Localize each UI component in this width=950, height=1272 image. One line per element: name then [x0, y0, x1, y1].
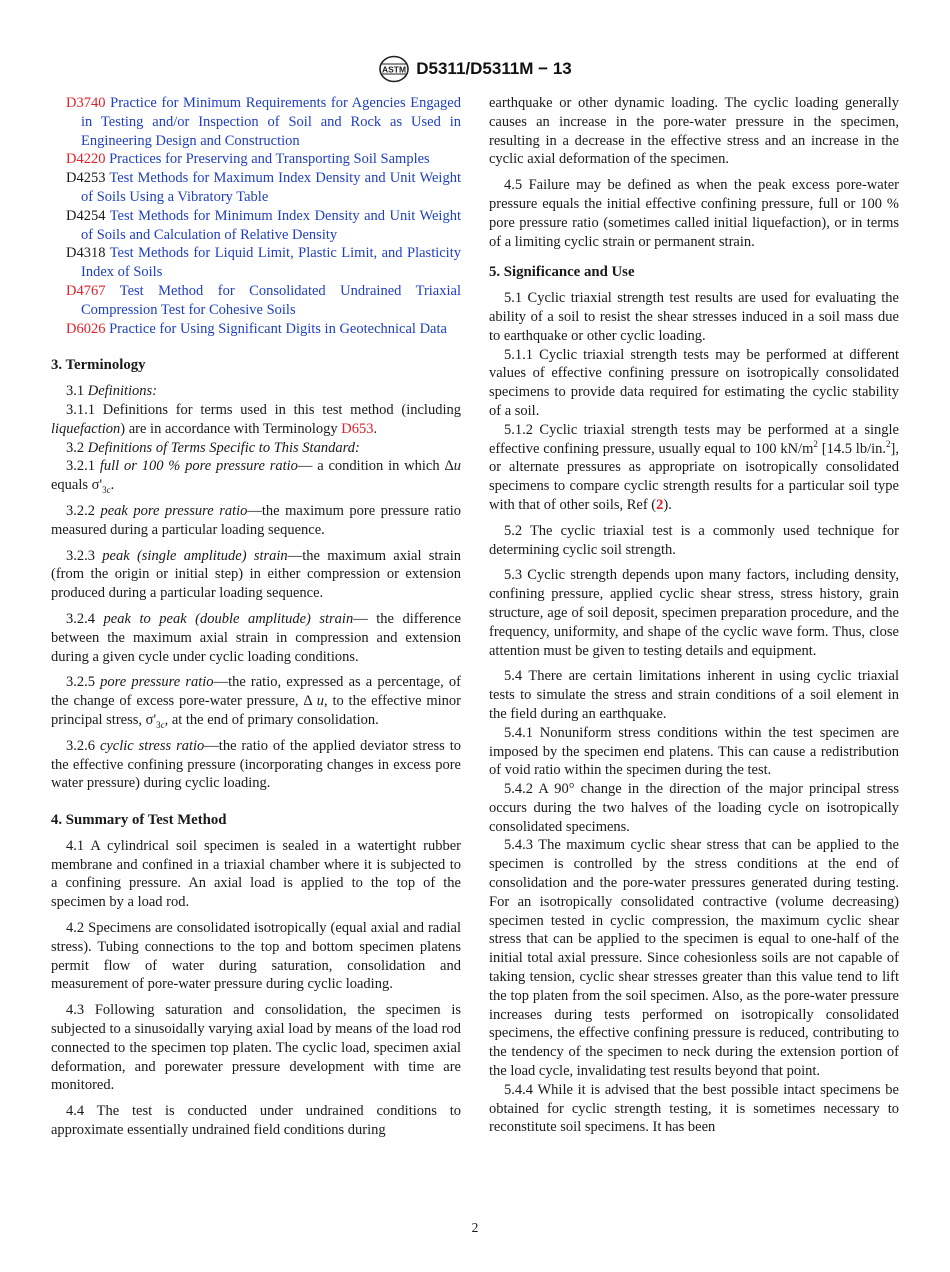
- reference-item: [51, 320, 461, 339]
- paragraph: 3.2 Definitions of Terms Specific to This Standard:: [66, 439, 360, 456]
- paragraph: 5.4.4 While it is advised that the best possible intact specimens be obtained for cyclic strength testing, it is sometimes necessary to reconstitute soil specimens. It has been: [489, 1081, 899, 1136]
- reference-item: [51, 169, 461, 207]
- reference-code-link[interactable]: D6026: [66, 320, 106, 337]
- reference-item: [51, 150, 461, 169]
- paragraph: 5.4.2 A 90° change in the direction of the major principal stress occurs during the two halves of the loading cycle on isotropically consolidated specimens.: [489, 781, 899, 835]
- paragraph: 5.1.1 Cyclic triaxial strength tests may be performed at different values of effective confining pressure on isotropically consolidated specimens to provide data required for estimating the cyclic stability of a soil.: [489, 346, 899, 419]
- paragraph: 3.2.5 pore pressure ratio—the ratio, expressed as a percentage, of the change of excess pore-water pressure, Δ u, to the effective minor principal stress, $\sigma'_{3c}$, at the end of primary consolidation.: [51, 674, 462, 730]
- reference-title-link[interactable]: Test Methods for Liquid Limit, Plastic Limit, and Plasticity Index of Soils: [81, 245, 461, 281]
- paragraph: 4.1 A cylindrical soil specimen is sealed in a watertight rubber membrane and confined in a triaxial chamber where it is subjected to a confining pressure. An axial load is applied to the top of the specimen by a load rod.: [51, 837, 461, 911]
- reference-code-link[interactable]: D4220: [66, 151, 106, 168]
- left-column: [51, 94, 461, 1147]
- section-heading: 3. Terminology: [51, 357, 146, 374]
- reference-title-link[interactable]: Test Methods for Minimum Index Density and Unit Weight of Soils and Calculation of Relative Density: [81, 207, 461, 243]
- paragraph: 4.4 The test is conducted under undrained conditions to approximate essentially undrained field conditions during: [51, 1103, 461, 1139]
- paragraph: 3.2.1 full or 100 % pore pressure ratio— a condition in which Δu equals $\sigma'_{3c}$.: [51, 458, 462, 496]
- reference-code: D4253: [66, 170, 106, 187]
- reference-item: [51, 282, 461, 320]
- paragraph: 5.1.2 Cyclic triaxial strength tests may be performed at a single effective confining pressure, usually equal to 100 $kN/m^2$ [14.5 lb/in.$^2$], or alternate pressures as appropriate on isotropically consolidated specimens to compare cyclic strength results for a particular soil type with that of other soils, Ref (2).: [489, 421, 899, 513]
- paragraph: 4.2 Specimens are consolidated isotropically (equal axial and radial stress). Tubing connections to the top and bottom specimen platens permit flow of water during saturation, consolidation and measurement of pore-water pressure during cyclic loading.: [51, 920, 461, 993]
- paragraph: 3.1 Definitions:: [66, 383, 158, 400]
- paragraph: 5.4.3 The maximum cyclic shear stress that can be applied to the specimen is controlled by the stress conditions at the end of consolidation and the pore-water pressures generated during testing. For an isotropically consolidated contractive (volume decreasing) specimen tested in cyclic compression, the maximum cyclic shear stress that can be applied to the specimen is equal to one-half of the initial total axial pressure. Since cohesionless soils are not capable of taking tension, cyclic shear stresses greater than this value tend to lift the top platen from the soil specimen. Also, as the pore-water pressure increases during tests performed on isotropically consolidated specimens, the effective confining pressure is reduced, contributing to the tendency of the specimen to neck during the extension portion of the load cycle, invalidating test results beyond that point.: [489, 837, 899, 1080]
- paragraph: 3.2.2 peak pore pressure ratio—the maximum pore pressure ratio measured during a particular loading sequence.: [51, 502, 461, 538]
- paragraph: 5.2 The cyclic triaxial test is a commonly used technique for determining cyclic soil strength.: [489, 522, 899, 558]
- paragraph: 3.1.1 Definitions for terms used in this test method (including liquefaction) are in accordance with Terminology D653.: [51, 401, 461, 437]
- reference-item: [51, 207, 461, 245]
- paragraph-continued: earthquake or other dynamic loading. The cyclic loading generally causes an increase in the pore-water pressure in the specimen, resulting in a decrease in the effective stress and an increase in the cyclic axial deformation of the specimen.: [489, 95, 899, 168]
- reference-code: D4318: [66, 245, 106, 262]
- section-heading: 4. Summary of Test Method: [51, 812, 227, 829]
- paragraph: 4.3 Following saturation and consolidation, the specimen is subjected to a sinusoidally varying axial load by means of the load rod connected to the specimen top platen. The cyclic load, specimen axial deformation, and porewater pressure development with time are monitored.: [51, 1002, 461, 1094]
- reference-title-link[interactable]: Test Method for Consolidated Undrained Triaxial Compression Test for Cohesive Soils: [81, 282, 461, 318]
- reference-item: [51, 244, 461, 282]
- terminology-reference-link[interactable]: D653: [341, 420, 374, 437]
- paragraph: 3.2.6 cyclic stress ratio—the ratio of the applied deviator stress to the effective confining pressure (incorporating changes in excess pore water pressure) during cyclic loading.: [51, 737, 462, 792]
- page-header: [0, 54, 950, 84]
- section-heading: 5. Significance and Use: [489, 264, 635, 281]
- reference-title-link[interactable]: Practice for Using Significant Digits in Geotechnical Data: [109, 320, 447, 337]
- reference-title-link[interactable]: Test Methods for Maximum Index Density and Unit Weight of Soils Using a Vibratory Table: [81, 170, 461, 205]
- right-column: [489, 94, 899, 1137]
- astm-logo-icon: [378, 55, 410, 83]
- reference-item: [51, 94, 461, 150]
- paragraph: 5.4.1 Nonuniform stress conditions within the test specimen are imposed by the specimen end platens. This can cause a redistribution of void ratio within the specimen during the test.: [489, 724, 899, 779]
- reference-code: D4254: [66, 207, 106, 224]
- paragraph: 4.5 Failure may be defined as when the peak excess pore-water pressure equals the initial effective confining pressure, full or 100 % pore pressure ratio (sometimes called initial liquefaction), or in terms of a limiting cyclic strain or permanent strain.: [489, 177, 899, 250]
- document-designation: D5311/D5311M − 13: [416, 59, 572, 78]
- paragraph: 3.2.4 peak to peak (double amplitude) strain— the difference between the maximum axial strain in compression and extension during a given cycle under cyclic loading conditions.: [51, 610, 462, 665]
- paragraph: 5.3 Cyclic strength depends upon many factors, including density, confining pressure, applied cyclic shear stress, stress history, grain structure, age of soil deposit, specimen preparation procedure, and the frequency, uniformity, and shape of the cyclic wave form. Thus, close attention must be given to testing details and equipment.: [489, 567, 899, 659]
- reference-list: [51, 94, 461, 338]
- reference-title-link[interactable]: Practice for Minimum Requirements for Agencies Engaged in Testing and/or Inspection of Soil and Rock as Used in Engineering Design and Construction: [81, 95, 461, 149]
- reference-code-link[interactable]: D4767: [66, 282, 106, 299]
- svg-text:ASTM: ASTM: [382, 64, 407, 75]
- reference-code-link[interactable]: D3740: [66, 95, 106, 111]
- paragraph: 3.2.3 peak (single amplitude) strain—the maximum axial strain (from the origin or initial step) in either compression or extension produced during a particular loading sequence.: [51, 547, 461, 602]
- bibliography-reference-link[interactable]: 2: [656, 496, 664, 513]
- page-number: 2: [471, 1220, 479, 1235]
- reference-title-link[interactable]: Practices for Preserving and Transporting Soil Samples: [109, 151, 430, 168]
- paragraph: 5.1 Cyclic triaxial strength test results are used for evaluating the ability of a soil to resist the shear stresses induced in a soil mass due to earthquake or other cyclic loading.: [489, 290, 899, 344]
- paragraph: 5.4 There are certain limitations inherent in using cyclic triaxial tests to simulate the stress and strain conditions of a soil element in the field during an earthquake.: [489, 668, 899, 722]
